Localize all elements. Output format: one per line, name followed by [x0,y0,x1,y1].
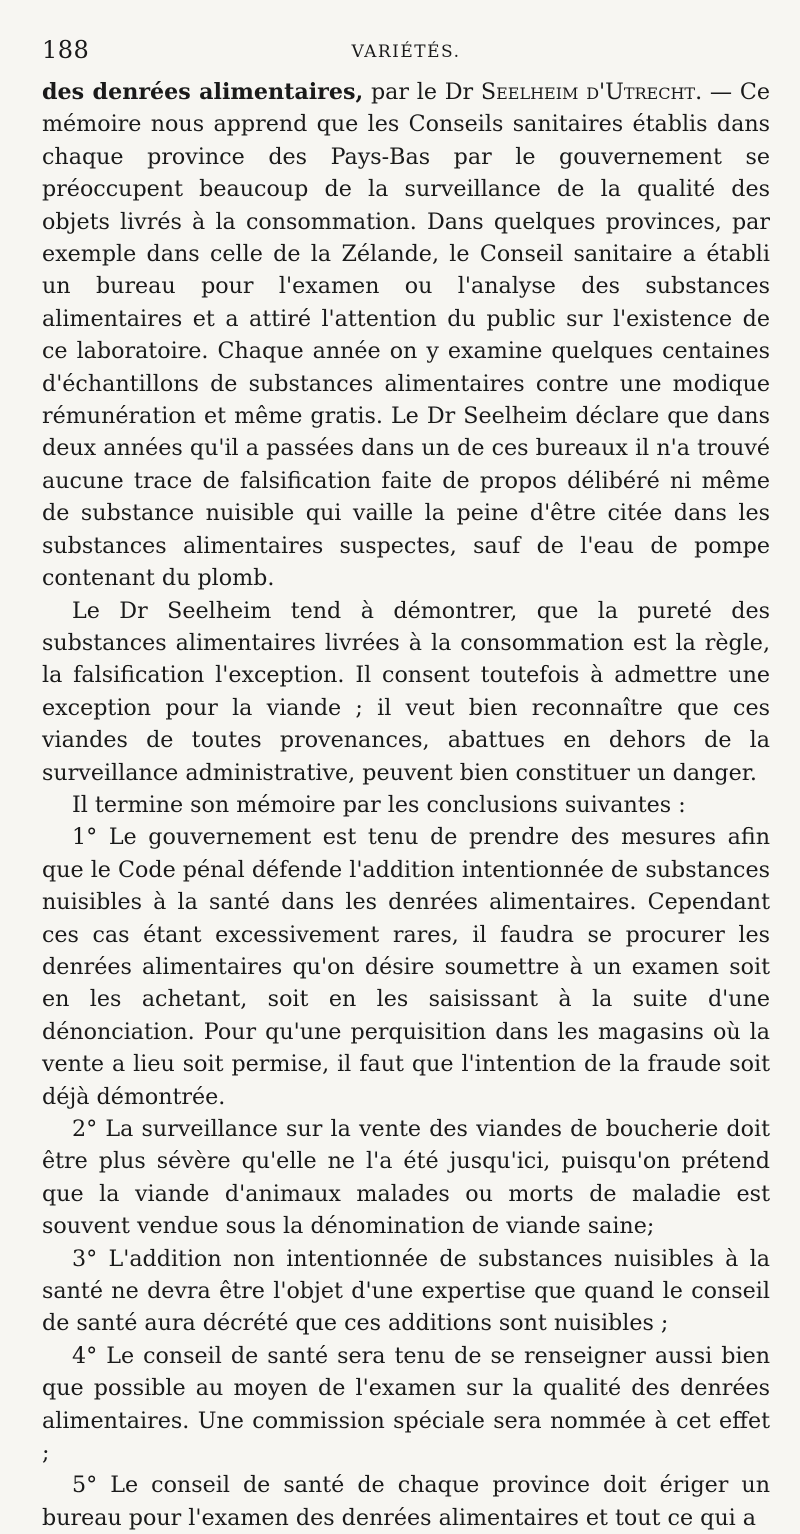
conclusion-5: 5° Le conseil de santé de chaque province doit ériger un bureau pour l'examen des denrées alimentaires et tout ce qui a [42,1472,770,1531]
conclusion-4: 4° Le conseil de santé sera tenu de se renseigner aussi bien que possible au moyen de l'examen sur la qualité des denrées alimentaires. Une commission spéciale sera nommée à cet effet ; [42,1342,770,1467]
conclusion-1: 1° Le gouvernement est tenu de prendre des mesures afin que le Code pénal défende l'addition intentionnée de substances nuisibles à la santé dans les denrées alimentaires. Cependant ces cas étant excessivement rares, il faudra se procurer les denrées alimentaires qu'on désire soumettre à un examen soit en les achetant, soit en les saisissant à la suite d'une dénonciation. Pour qu'une perquisition dans les magasins où la vente a lieu soit permise, il faut que l'intention de la fraude soit déjà démontrée. [42,824,770,1110]
paragraph-2: Le Dr Seelheim tend à démontrer, que la pureté des substances alimentaires livrées à la consommation est la règle, la falsification l'exception. Il consent toutefois à admettre une exception pour la viande ; il veut bien reconnaître que ces viandes de toutes provenances, abattues en dehors de la surveillance administrative, peuvent bien constituer un danger. [42,597,770,786]
paragraph-1 [42,76,770,595]
paragraph-text: — Ce mémoire nous apprend que les Conseils sanitaires établis dans chaque province des Pays-Bas par le gouvernement se préoccupent beaucoup de la surveillance de la qualité des objets livrés à la consommation. Dans quelques provinces, par exemple dans celle de la Zélande, le Conseil sanitaire a établi un bureau pour l'examen ou l'analyse des substances alimentaires et a attiré l'attention du public sur l'existence de ce laboratoire. Chaque année on y examine quelques centaines d'échantillons de substances alimentaires contre une modique rémunération et même gratis. Le Dr Seelheim déclare que dans deux années qu'il a passées dans un de ces bureaux il n'a trouvé aucune trace de falsification faite de propos délibéré ni même de substance nuisible qui vaille la peine d'être citée dans les substances alimentaires suspectes, sauf de l'eau de pompe contenant du plomb. [42,79,770,592]
paragraph-3: Il termine son mémoire par les conclusions suivantes : [72,791,686,818]
conclusion-2: 2° La surveillance sur la vente des viandes de boucherie doit être plus sévère qu'elle ne l'a été jusqu'ici, puisqu'on prétend que la viande d'animaux malades ou morts de maladie est souvent vendue sous la dénomination de viande saine; [42,1116,770,1240]
author-name: Seelheim d'Utrecht. [480,79,703,105]
page-number: 188 [42,36,90,64]
body-text [42,76,770,1534]
page-header [42,30,770,70]
conclusion-3: 3° L'addition non intentionnée de substances nuisibles à la santé ne devra être l'objet d'une expertise que quand le conseil de santé aura décrété que ces additions sont nuisibles ; [42,1245,770,1337]
running-head: VARIÉTÉS. [351,42,461,62]
paragraph-lead: des denrées alimentaires, [42,79,364,105]
author-prefix: par le Dr [363,79,481,105]
